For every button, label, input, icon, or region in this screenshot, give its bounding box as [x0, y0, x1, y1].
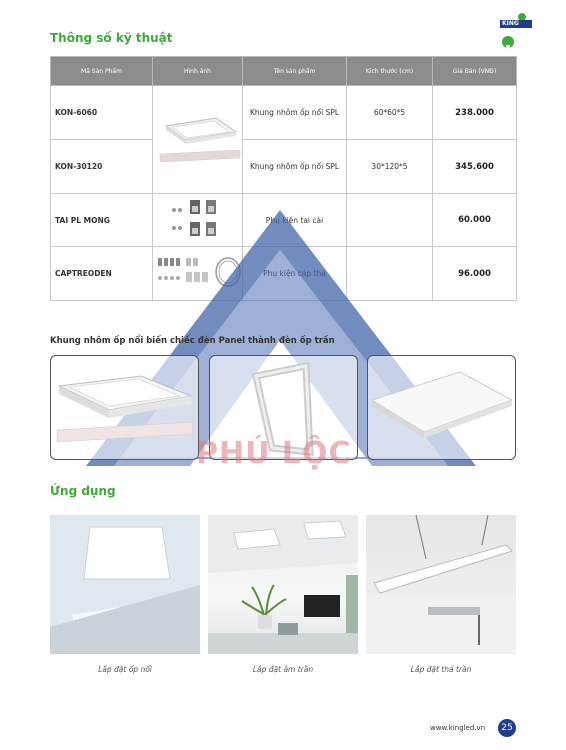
page-number: 25: [501, 723, 513, 733]
row-code: KON-6060: [51, 86, 153, 140]
application-photo-suspended: [366, 515, 516, 654]
row-price: 60.000: [433, 194, 517, 247]
section-title-application: Ứng dụng: [50, 484, 116, 498]
table-header-row: [51, 57, 517, 86]
table-row: [51, 86, 517, 140]
caption-suspended: Lắp đặt thả trần: [410, 665, 472, 674]
page-number-badge: [498, 719, 516, 737]
row-code: KON-30120: [51, 140, 153, 194]
row-price: 96.000: [433, 247, 517, 301]
panel-light-icon: [368, 356, 515, 459]
header-price: Giá Bán (VNĐ): [433, 57, 517, 86]
caption-recessed: Lắp đặt âm trần: [252, 665, 314, 674]
watermark-text: PHÚ LỘC: [196, 436, 352, 471]
header-size: Kích thước (cm): [347, 57, 433, 86]
row-size: 60*60*5: [347, 86, 433, 140]
aluminum-frame-icon: [156, 104, 242, 174]
lightbulb-logo-icon: [500, 12, 534, 50]
office-recessed-icon: [208, 515, 358, 654]
row-image-frame: [153, 86, 243, 194]
frame-photo-3: [367, 355, 516, 460]
header-name: Tên sản phẩm: [243, 57, 347, 86]
header-image: Hình ảnh: [153, 57, 243, 86]
brand-logo-text: KING: [502, 20, 519, 27]
row-name: Khung nhôm ốp nổi SPL: [243, 140, 347, 194]
row-code: TAI PL MONG: [51, 194, 153, 247]
ceiling-surface-icon: [50, 515, 200, 654]
row-price: 238.000: [433, 86, 517, 140]
header-code: Mã Sản Phẩm: [51, 57, 153, 86]
brand-logo: [500, 12, 534, 50]
row-code: CAPTREODEN: [51, 247, 153, 301]
row-price: 345.600: [433, 140, 517, 194]
frame-product-icon: [51, 356, 198, 459]
application-photo-recessed: [208, 515, 358, 654]
frame-photo-1: [50, 355, 199, 460]
footer-website[interactable]: www.kingled.vn: [430, 724, 486, 732]
row-name: Phụ kiện tai cài: [243, 194, 347, 247]
suspended-panel-icon: [366, 515, 516, 654]
row-size: 30*120*5: [347, 140, 433, 194]
section-title-frame: Khung nhôm ốp nổi biến chiếc đèn Panel thành đèn ốp trần: [50, 336, 335, 346]
caption-surface: Lắp đặt ốp nổi: [98, 665, 152, 674]
row-name: Khung nhôm ốp nổi SPL: [243, 86, 347, 140]
application-photo-surface: [50, 515, 200, 654]
table-row: [51, 140, 517, 194]
section-title-specs: Thông số kỹ thuật: [50, 31, 173, 45]
